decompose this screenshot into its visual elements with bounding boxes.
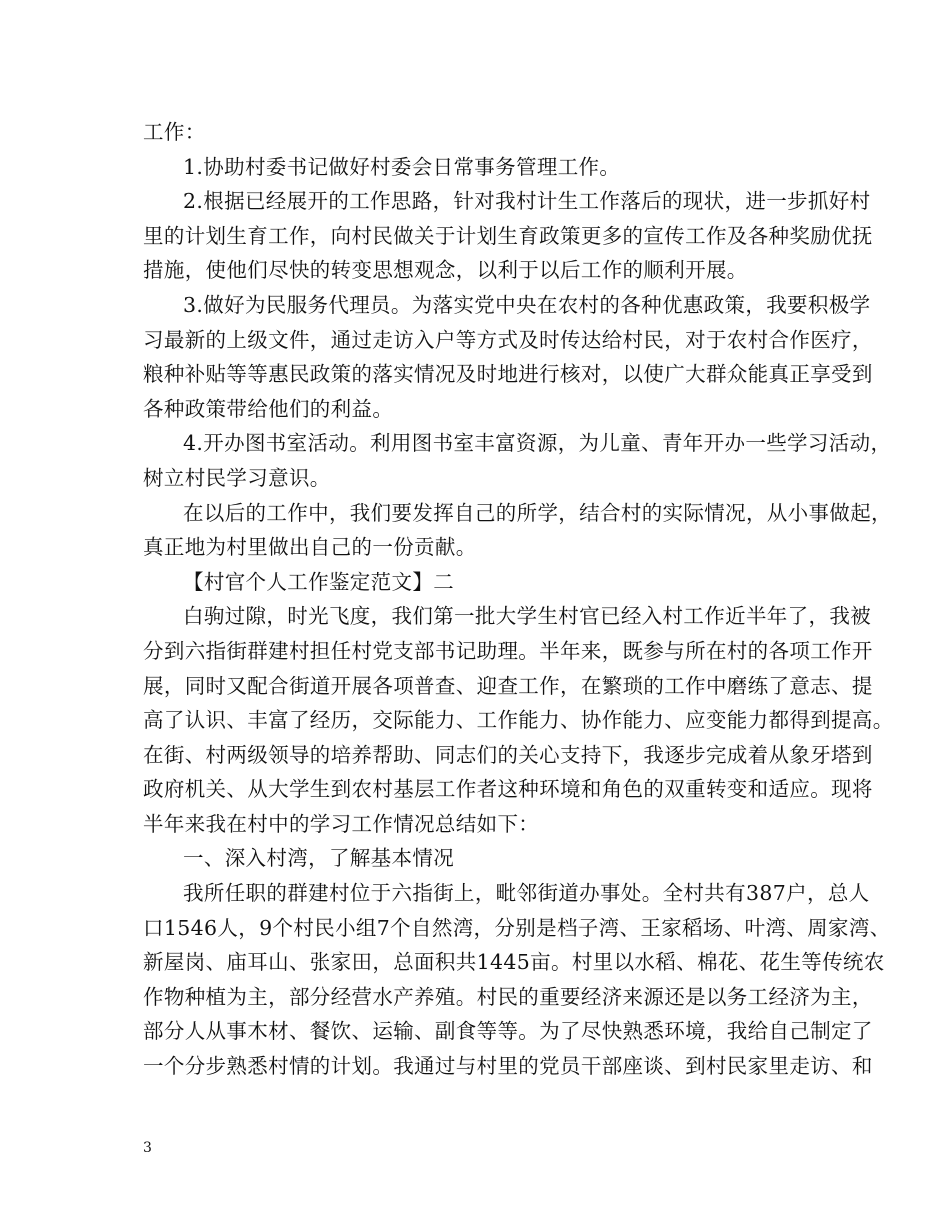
text-line: 作物种植为主，部分经营水产养殖。村民的重要经济来源还是以务工经济为主， (143, 984, 873, 1009)
section-heading: 【村官个人工作鉴定范文】二 (183, 569, 455, 594)
text-line: 工作： (143, 120, 206, 144)
text-line: 白驹过隙，时光飞度，我们第一批大学生村官已经入村工作近半年了，我被 (183, 604, 872, 629)
text-line: 习最新的上级文件，通过走访入户等方式及时传达给村民，对于农村合作医疗， (143, 327, 873, 352)
text-line: 展，同时又配合街道开展各项普查、迎查工作，在繁琐的工作中磨练了意志、提 (143, 673, 873, 698)
text-line: 高了认识、丰富了经历，交际能力、工作能力、协作能力、应变能力都得到提高。 (143, 708, 894, 733)
text-line: 在街、村两级领导的培养帮助、同志们的关心支持下，我逐步完成着从象牙塔到 (143, 742, 873, 767)
text-line: 措施，使他们尽快的转变思想观念，以利于以后工作的顺利开展。 (143, 258, 748, 283)
text-line: 我所任职的群建村位于六指街上，毗邻街道办事处。全村共有387户，总人 (183, 881, 870, 906)
text-line: 新屋岗、庙耳山、张家田，总面积共1445亩。村里以水稻、棉花、花生等传统农 (143, 950, 885, 975)
text-line: 3.做好为民服务代理员。为落实党中央在农村的各种优惠政策，我要积极学 (183, 292, 871, 317)
text-line: 粮种补贴等等惠民政策的落实情况及时地进行核对，以使广大群众能真正享受到 (143, 362, 873, 387)
text-line: 分到六指街群建村担任村党支部书记助理。半年来，既参与所在村的各项工作开 (143, 638, 873, 663)
text-line: 口1546人，9个村民小组7个自然湾，分别是档子湾、王家稻场、叶湾、周家湾、 (143, 915, 891, 940)
text-line: 里的计划生育工作，向村民做关于计划生育政策更多的宣传工作及各种奖励优抚 (143, 223, 873, 248)
text-line: 1.协助村委书记做好村委会日常事务管理工作。 (183, 154, 621, 179)
text-line: 真正地为村里做出自己的一份贡献。 (143, 535, 477, 560)
text-line: 2.根据已经展开的工作思路，针对我村计生工作落后的现状，进一步抓好村 (183, 189, 871, 214)
text-line: 政府机关、从大学生到农村基层工作者这种环境和角色的双重转变和适应。现将 (143, 777, 873, 802)
subsection-heading: 一、深入村湾，了解基本情况 (183, 846, 455, 871)
page-number: 3 (143, 1140, 152, 1156)
text-line: 部分人从事木材、餐饮、运输、副食等等。为了尽快熟悉环境，我给自己制定了 (143, 1019, 873, 1044)
text-line: 半年来我在村中的学习工作情况总结如下： (143, 811, 540, 836)
text-line: 树立村民学习意识。 (143, 465, 331, 490)
text-line: 4.开办图书室活动。利用图书室丰富资源，为儿童、青年开办一些学习活动， (183, 431, 892, 456)
text-line: 一个分步熟悉村情的计划。我通过与村里的党员干部座谈、到村民家里走访、和 (143, 1054, 873, 1079)
text-line: 在以后的工作中，我们要发挥自己的所学，结合村的实际情况，从小事做起， (183, 500, 892, 525)
text-line: 各种政策带给他们的利益。 (143, 396, 394, 421)
document-body (143, 115, 894, 1084)
